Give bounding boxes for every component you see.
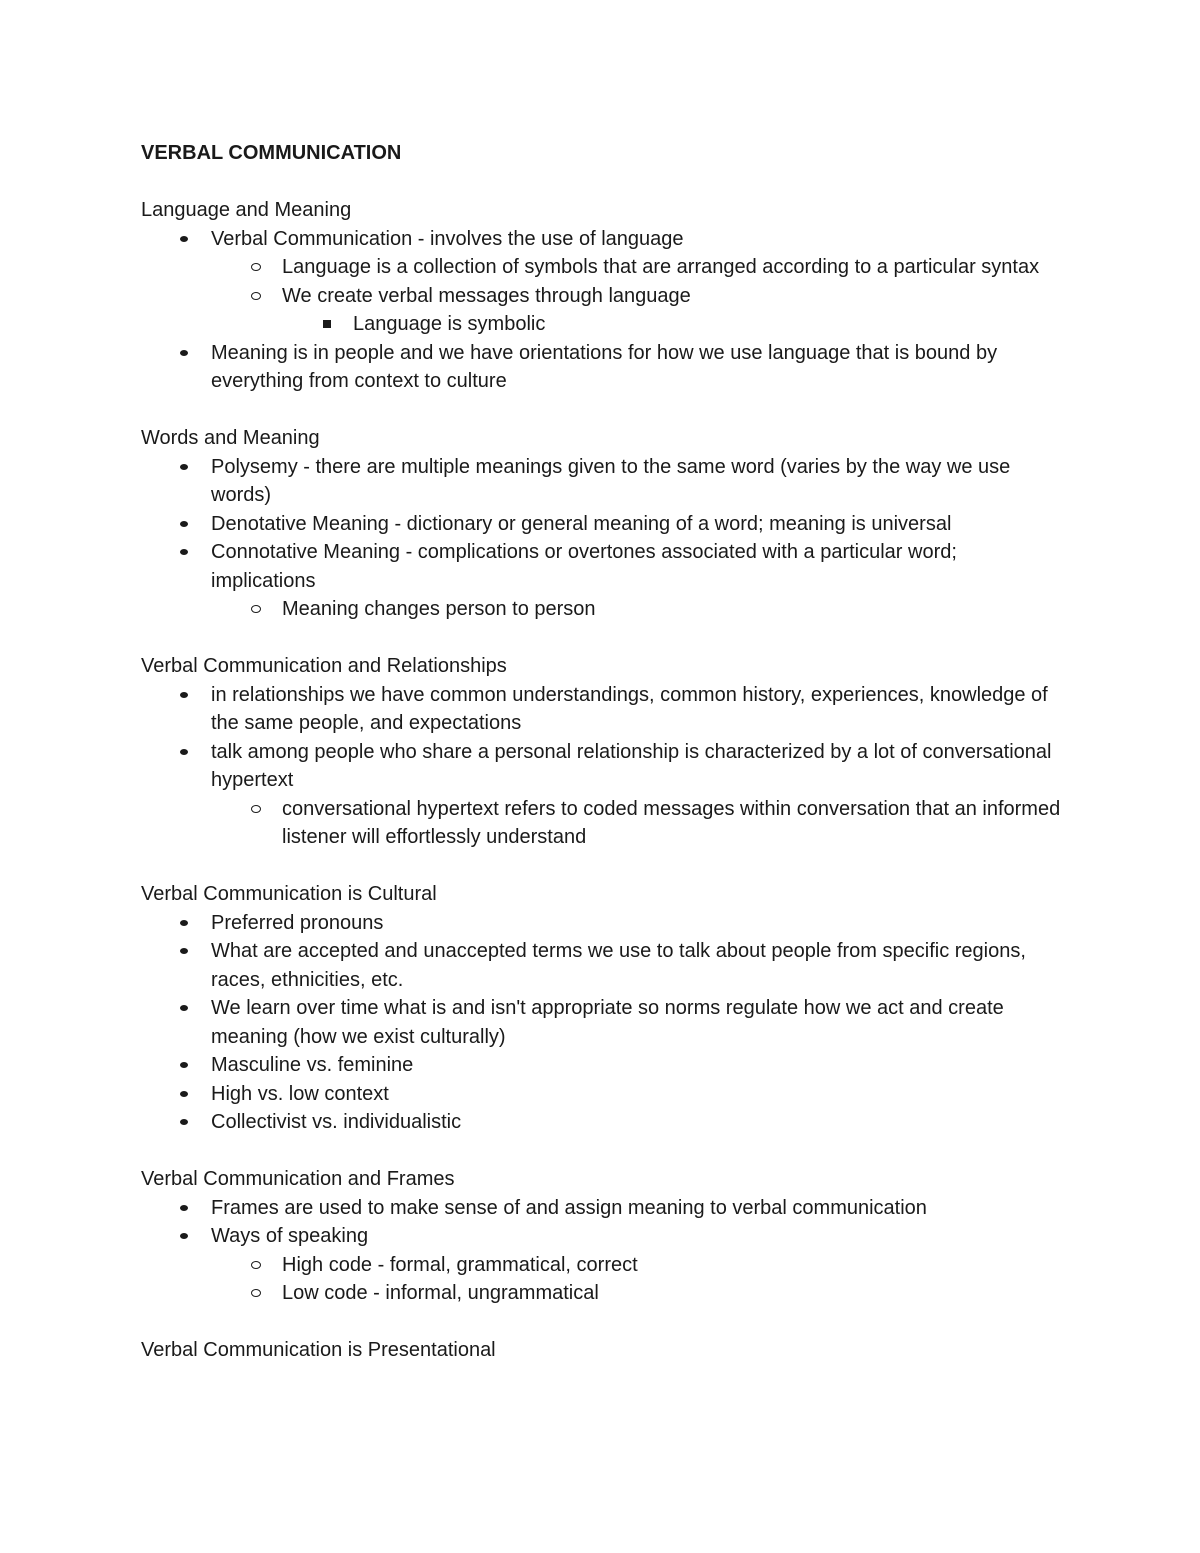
section-heading: Words and Meaning	[141, 427, 320, 449]
filled-bullet-icon	[177, 1222, 191, 1251]
hollow-bullet-icon	[249, 1251, 263, 1280]
section	[141, 424, 1061, 624]
list-item	[141, 1222, 1061, 1251]
section	[141, 880, 1061, 1137]
filled-bullet-icon	[177, 738, 191, 767]
section-heading: Verbal Communication is Presentational	[141, 1339, 496, 1361]
section	[141, 652, 1061, 852]
list-item-text: Meaning changes person to person	[282, 598, 596, 620]
filled-bullet-icon	[177, 339, 191, 368]
section	[141, 1336, 1061, 1365]
filled-bullet-icon	[177, 225, 191, 254]
list-item	[141, 453, 1061, 510]
list-item	[141, 1080, 1061, 1109]
list-item	[141, 310, 1061, 339]
hollow-bullet-icon	[249, 595, 263, 624]
section-heading: Verbal Communication is Cultural	[141, 883, 437, 905]
hollow-bullet-icon	[249, 1279, 263, 1308]
section-heading: Language and Meaning	[141, 199, 352, 221]
list-item	[141, 225, 1061, 254]
list-item-text: Connotative Meaning - complications or overtones associated with a particular word; implications	[211, 541, 957, 592]
hollow-bullet-icon	[249, 253, 263, 282]
list-item-text: What are accepted and unaccepted terms we use to talk about people from specific regions, races, ethnicities, etc.	[211, 940, 1026, 991]
list-item	[141, 538, 1061, 595]
list-item-text: Ways of speaking	[211, 1225, 369, 1247]
list-item-text: Low code - informal, ungrammatical	[282, 1282, 599, 1304]
hollow-bullet-icon	[249, 282, 263, 311]
list-item-text: We learn over time what is and isn't appropriate so norms regulate how we act and create meaning (how we exist culturally)	[211, 997, 1004, 1048]
section	[141, 1165, 1061, 1308]
filled-bullet-icon	[177, 453, 191, 482]
list-item-text: Preferred pronouns	[211, 911, 384, 934]
list-item	[141, 681, 1061, 738]
document-body	[141, 196, 1061, 1365]
section-heading: Verbal Communication and Frames	[141, 1168, 455, 1190]
list-item	[141, 253, 1061, 282]
list-item	[141, 339, 1061, 396]
list-item-text: Language is a collection of symbols that are arranged according to a particular syntax	[282, 256, 1040, 278]
list-item	[141, 1279, 1061, 1308]
filled-bullet-icon	[177, 1080, 191, 1109]
list-item-text: High code - formal, grammatical, correct	[282, 1253, 638, 1276]
filled-bullet-icon	[177, 1108, 191, 1137]
filled-bullet-icon	[177, 681, 191, 710]
list-item-text: Frames are used to make sense of and assign meaning to verbal communication	[211, 1196, 927, 1219]
list-item-text: Denotative Meaning - dictionary or general meaning of a word; meaning is universal	[211, 512, 952, 535]
list-item-text: Verbal Communication - involves the use of language	[211, 227, 684, 250]
filled-bullet-icon	[177, 510, 191, 539]
filled-bullet-icon	[177, 538, 191, 567]
hollow-bullet-icon	[249, 795, 263, 824]
list-item-text: Masculine vs. feminine	[211, 1054, 414, 1076]
section-heading: Verbal Communication and Relationships	[141, 655, 507, 677]
filled-bullet-icon	[177, 994, 191, 1023]
list-item-text: We create verbal messages through language	[282, 284, 691, 307]
section	[141, 196, 1061, 396]
filled-bullet-icon	[177, 937, 191, 966]
list-item-text: Collectivist vs. individualistic	[211, 1111, 462, 1133]
list-item	[141, 1251, 1061, 1280]
list-item-text: Meaning is in people and we have orientations for how we use language that is bound by everything from context to culture	[211, 341, 998, 392]
list-item	[141, 510, 1061, 539]
list-item	[141, 1051, 1061, 1080]
list-item	[141, 282, 1061, 311]
list-item	[141, 795, 1061, 852]
list-item-text: High vs. low context	[211, 1082, 389, 1105]
document-page	[141, 138, 1061, 1393]
document-title: VERBAL COMMUNICATION	[141, 142, 402, 164]
list-item	[141, 1194, 1061, 1223]
list-item	[141, 1108, 1061, 1137]
list-item	[141, 595, 1061, 624]
list-item-text: conversational hypertext refers to coded messages within conversation that an informed listener will effortlessly understand	[282, 797, 1061, 848]
list-item-text: in relationships we have common understandings, common history, experiences, knowledge of the same people, and expectations	[211, 683, 1048, 734]
list-item-text: Polysemy - there are multiple meanings given to the same word (varies by the way we use words)	[211, 455, 1011, 506]
list-item	[141, 994, 1061, 1051]
filled-bullet-icon	[177, 1051, 191, 1080]
filled-bullet-icon	[177, 909, 191, 938]
list-item-text: Language is symbolic	[353, 313, 546, 335]
filled-bullet-icon	[177, 1194, 191, 1223]
list-item	[141, 909, 1061, 938]
square-bullet-icon	[320, 310, 334, 339]
list-item	[141, 738, 1061, 795]
list-item	[141, 937, 1061, 994]
list-item-text: talk among people who share a personal relationship is characterized by a lot of conversational hypertext	[211, 740, 1052, 791]
